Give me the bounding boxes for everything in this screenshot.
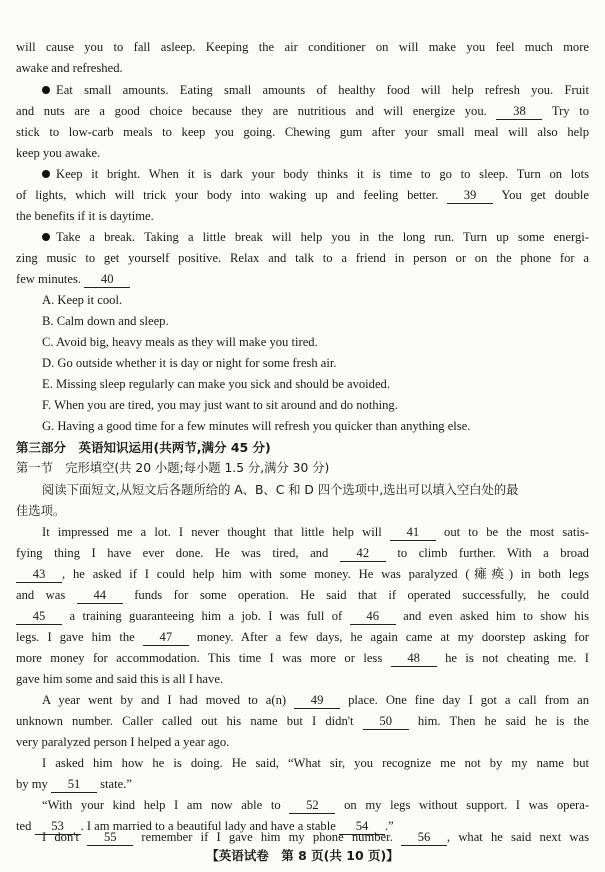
tip-break-line: zing music to get yourself positive. Relax and talk to a friend in person or on the phone for a	[16, 251, 589, 265]
bullet-icon	[42, 86, 50, 94]
answer-blank-51: 51	[51, 777, 97, 793]
option-d: D. Go outside whether it is day or night for some fresh air.	[42, 356, 337, 370]
tip-break-line: few minutes. 40	[16, 269, 589, 290]
tip-bright-line: Keep it bright. When it is dark your body thinks it is time to go to sleep. Turn on lots	[16, 164, 589, 185]
tip-bright-line: the benefits if it is daytime.	[16, 209, 154, 223]
passage-line: by my 51 state.”	[16, 777, 132, 791]
answer-blank-39: 39	[447, 188, 493, 204]
tip-eat-line: Eat small amounts. Eating small amounts of healthy food will help refresh you. Fruit	[16, 80, 589, 101]
answer-blank-50: 50	[363, 714, 409, 730]
answer-blank-55: 55	[87, 830, 133, 846]
answer-blank-45: 45	[16, 609, 62, 625]
passage-line: 43 , he asked if I could help him with some money. He was paralyzed (瘫痪) in both legs	[16, 564, 589, 585]
option-e: E. Missing sleep regularly can make you sick and should be avoided.	[42, 377, 390, 391]
answer-blank-53: 53	[35, 819, 81, 835]
section1-heading: 第一节 完形填空(共 20 小题;每小题 1.5 分,满分 30 分)	[16, 461, 330, 475]
answer-blank-40: 40	[84, 272, 130, 288]
passage-line: very paralyzed person I helped a year ago.	[16, 735, 230, 749]
passage-line: and was 44 funds for some operation. He said that if operated successfully, he could	[16, 588, 589, 602]
option-c: C. Avoid big, heavy meals as they will make you tired.	[42, 335, 318, 349]
option-a: A. Keep it cool.	[42, 293, 123, 307]
instruction-line: 阅读下面短文,从短文后各题所给的 A、B、C 和 D 四个选项中,选出可以填入空白处的最	[42, 483, 519, 497]
option-g: G. Having a good time for a few minutes will refresh you quicker than anything else.	[42, 419, 471, 433]
tip-break-line: Take a break. Taking a little break will help you in the long run. Turn up some energi-	[16, 227, 589, 248]
answer-blank-54: 54	[339, 819, 385, 835]
passage-line: legs. I gave him the 47 money. After a few days, he again came at my doorstep asking for	[16, 630, 589, 644]
passage-line: It impressed me a lot. I never thought that little help will 41 out to be the most satis-	[42, 525, 589, 539]
answer-blank-49: 49	[294, 693, 340, 709]
tip-eat-line: keep you awake.	[16, 146, 101, 160]
passage-line: more money for accommodation. This time I was more or less 48 he is not cheating me. I	[16, 651, 589, 665]
passage-line: A year went by and I had moved to a(n) 49 place. One fine day I got a call from an	[42, 693, 589, 707]
answer-blank-42: 42	[340, 546, 386, 562]
text-line: will cause you to fall asleep. Keeping the air conditioner on will make you feel much more	[16, 40, 589, 54]
passage-line: I don't 55 remember if I gave him my phone number. 56 , what he said next was	[42, 830, 589, 844]
answer-blank-56: 56	[401, 830, 447, 846]
bullet-icon	[42, 170, 50, 178]
answer-blank-38: 38	[496, 104, 542, 120]
passage-line: gave him some and said this is all I have.	[16, 672, 224, 686]
bullet-icon	[42, 233, 50, 241]
part3-heading: 第三部分 英语知识运用(共两节,满分 45 分)	[16, 440, 271, 455]
passage-line: I asked him how he is doing. He said, “What sir, you recognize me not by my name but	[42, 756, 589, 770]
answer-blank-52: 52	[289, 798, 335, 814]
option-b: B. Calm down and sleep.	[42, 314, 169, 328]
text-line: awake and refreshed.	[16, 61, 123, 75]
passage-line: unknown number. Caller called out his name but I didn't 50 him. Then he said he is the	[16, 714, 589, 728]
instruction-line: 佳选项。	[16, 504, 66, 518]
passage-line: “With your kind help I am now able to 52 on my legs without support. I was opera-	[42, 798, 589, 812]
answer-blank-43: 43	[16, 567, 62, 583]
answer-blank-46: 46	[350, 609, 396, 625]
option-f: F. When you are tired, you may just want to sit around and do nothing.	[42, 398, 398, 412]
answer-blank-41: 41	[390, 525, 436, 541]
tip-eat-line: stick to low-carb meals to keep you going. Chewing gum after your small meal will also help	[16, 125, 589, 139]
answer-blank-47: 47	[143, 630, 189, 646]
passage-line: fying thing I have ever done. He was tired, and 42 to climb further. With a broad	[16, 546, 589, 560]
tip-bright-line: of lights, which will trick your body into waking up and feeling better. 39 You get double	[16, 188, 589, 202]
answer-blank-48: 48	[391, 651, 437, 667]
answer-blank-44: 44	[77, 588, 123, 604]
page-footer: 【英语试卷 第 8 页(共 10 页)】	[206, 848, 399, 863]
passage-line: ted 53 . I am married to a beautiful lady and have a stable 54 .”	[16, 819, 394, 833]
tip-eat-line: and nuts are a good choice because they are nutritious and will energize you. 38 Try to	[16, 104, 589, 118]
passage-line: 45 a training guaranteeing him a job. I was full of 46 and even asked him to show his	[16, 606, 589, 627]
